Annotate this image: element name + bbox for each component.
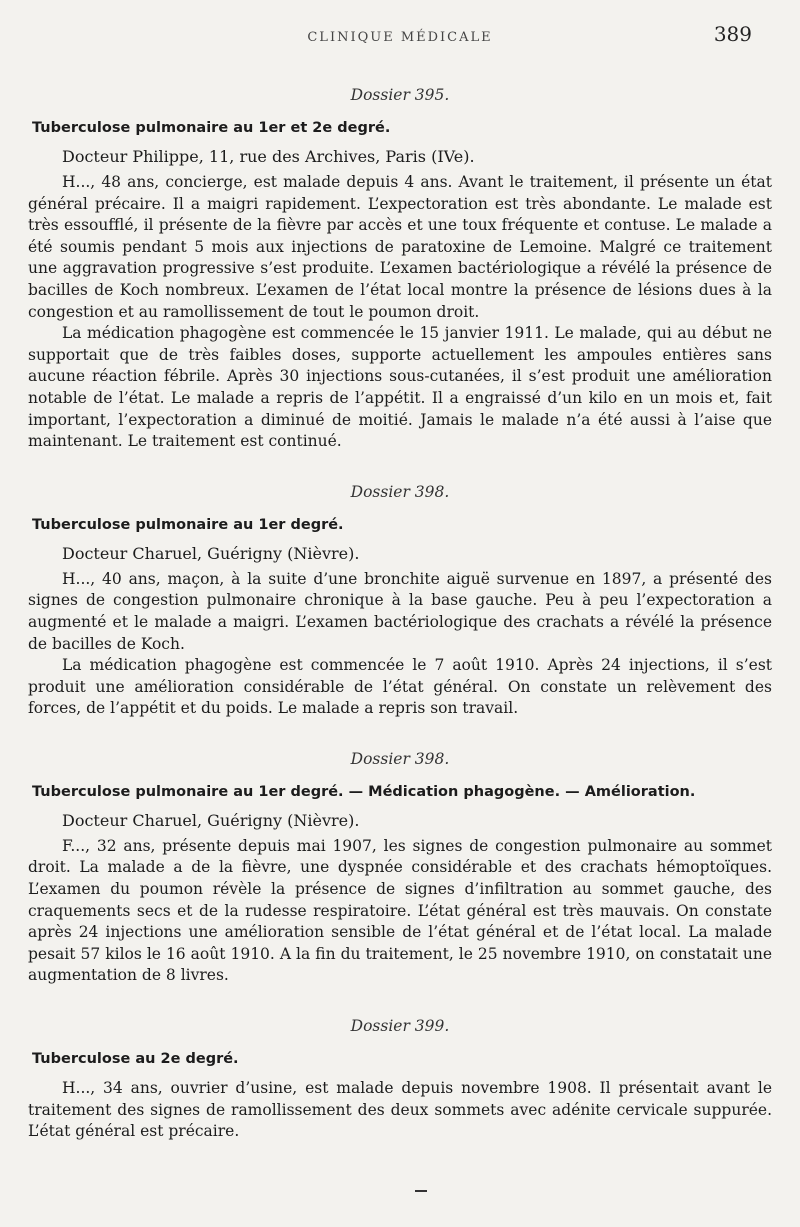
case-paragraph: H..., 48 ans, concierge, est malade depuis 4 ans. Avant le traitement, il présente un état général précaire. Il a maigri rapidement. L’expectoration est très abondante. Le malade est très essoufflé, il présente de la fièvre par accès et une toux fréquente et contuse. Le malade a été soumis pendant 5 mois aux injections de paratoxine de Lemoine. Malgré ce traitement une aggravation progressive s’est produite. L’examen bactériologique a révélé la présence de bacilles de Koch nombreux. L’examen de l’état local montre la présence de lésions dues à la congestion et au ramollissement de tout le poumon droit. <box>28 173 772 321</box>
case-heading: Tuberculose au 2e degré. <box>32 1051 239 1068</box>
case-heading: Tuberculose pulmonaire au 1er degré. <box>32 516 344 533</box>
dossier-section <box>28 750 772 987</box>
case-paragraph: H..., 34 ans, ouvrier d’usine, est malade depuis novembre 1908. Il présentait avant le traitement des signes de ramollissement des deux sommets avec adénite cervicale suppurée. L’état général est précaire. <box>28 1079 772 1141</box>
dossier-section <box>28 86 772 453</box>
case-heading: Tuberculose pulmonaire au 1er degré. — Médication phagogène. — Amélioration. <box>32 783 696 800</box>
dossier-title: Dossier 399. <box>350 1017 450 1036</box>
case-paragraph: La médication phagogène est commencée le 7 août 1910. Après 24 injections, il s’est produit une amélioration considérable de l’état général. On constate un relèvement des forces, de l’appétit et du poids. Le malade a repris son travail. <box>28 656 772 718</box>
page-end-mark <box>415 1190 427 1192</box>
case-heading: Tuberculose pulmonaire au 1er et 2e degré. <box>32 120 391 136</box>
page-number: 389 <box>713 22 752 46</box>
case-paragraph: H..., 40 ans, maçon, à la suite d’une bronchite aiguë survenue en 1897, a présenté des signes de congestion pulmonaire chronique à la base gauche. Peu à peu l’expectoration a augmenté et le malade a maigri. L’examen bactériologique des crachats a révélé la présence de bacilles de Koch. <box>28 569 772 653</box>
dossier-title: Dossier 398. <box>350 482 450 501</box>
dossier-title: Dossier 395. <box>350 86 450 104</box>
doctor-line: Docteur Charuel, Guérigny (Nièvre). <box>62 810 360 830</box>
page-body <box>28 86 772 1173</box>
dossier-title: Dossier 398. <box>350 749 450 768</box>
doctor-line: Docteur Charuel, Guérigny (Nièvre). <box>62 543 360 563</box>
dossier-section <box>28 483 772 720</box>
running-title: CLINIQUE MÉDICALE <box>307 30 493 45</box>
case-paragraph: F..., 32 ans, présente depuis mai 1907, les signes de congestion pulmonaire au sommet droit. La malade a de la fièvre, une dyspnée considérable et des crachats hémoptoïques. L’examen du poumon révèle la présence de signes d’infiltration au sommet gauche, des craquements secs et de la rudesse respiratoire. L’état général est très mauvais. On constate après 24 injections une amélioration sensible de l’état général et de l’état local. La malade pesait 57 kilos le 16 août 1910. A la fin du traitement, le 25 novembre 1910, on constatait une augmentation de 8 livres. <box>28 836 772 985</box>
doctor-line: Docteur Philippe, 11, rue des Archives, Paris (IVe). <box>62 147 475 166</box>
case-paragraph: La médication phagogène est commencée le 15 janvier 1911. Le malade, qui au début ne supportait que de très faibles doses, supporte actuellement les ampoules entières sans aucune réaction fébrile. Après 30 injections sous-cutanées, il s’est produit une amélioration notable de l’état. Le malade a repris de l’appétit. Il a engraissé d’un kilo en un mois et, fait important, l’expectoration a diminué de moitié. Jamais le malade n’a été aussi à l’aise que maintenant. Le traitement est continué. <box>28 324 772 451</box>
dossier-section <box>28 1017 772 1143</box>
